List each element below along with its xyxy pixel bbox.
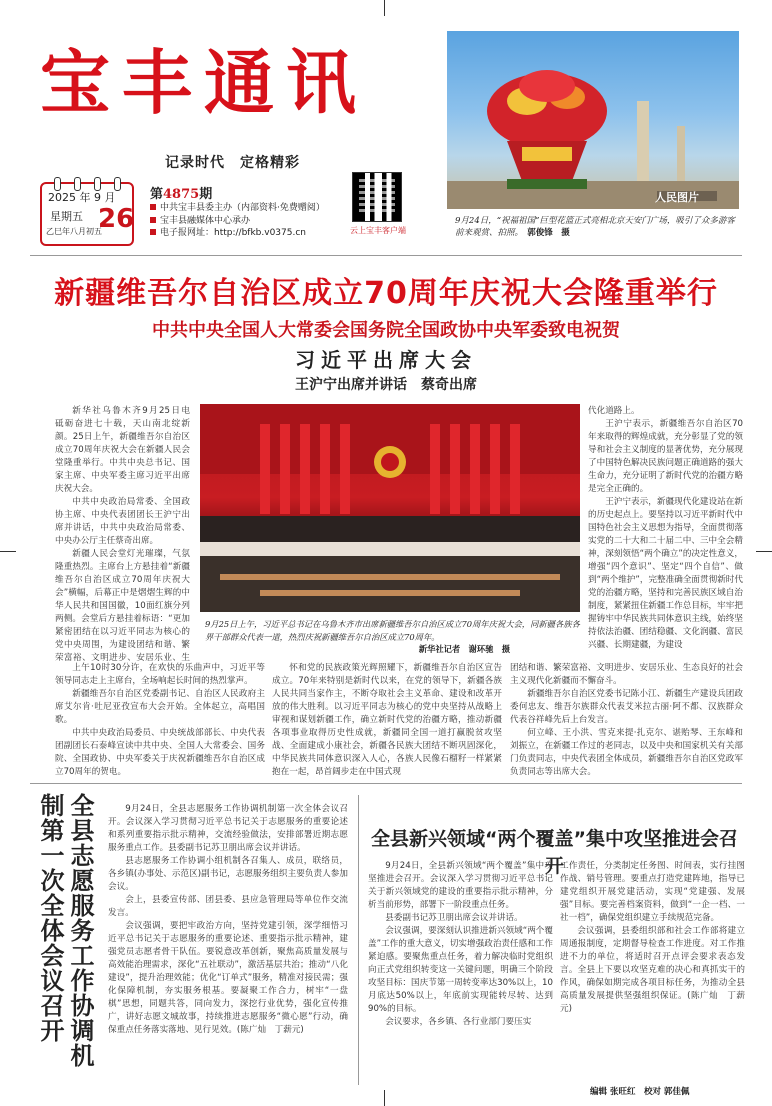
calendar-year-month: 2025 年 9 月 bbox=[48, 191, 116, 204]
qr-caption: 云上宝丰客户端 bbox=[350, 226, 406, 235]
publisher-line: 中共宝丰县委主办（内部资料·免费赠阅） bbox=[150, 202, 325, 215]
lead-column-4: 团结和谐、繁荣富裕、文明进步、安居乐业、生态良好的社会主义现代化新疆而不懈奋斗。 新疆维吾尔自治区党委书记陈小江、新疆生产建设兵团政委何忠友、维吾尔族群众代表艾米拉古丽·阿不都、汉族群众代表谷祥峰先后上台发言。 何立峰、王小洪、雪克来提·扎克尔、谌贻琴、王东峰和刘振立，在新疆工作过的老同志，以及中央和国家机关有关部门负责同志，中央代表团全体成员，新疆维吾尔自治区党政军负责同志等出席大会。 bbox=[510, 663, 743, 777]
divider bbox=[30, 255, 742, 256]
story3-column-2: 工作责任，分类制定任务图、时间表，实行挂图作战、销号管理。要重点打造党建阵地，指导已建党组织开展党建活动，实现“党建强、发展强”目标。要完善档案资料，做到“一企一档、一社一档”，确保党组织建立手续规范完备。 会议强调，县委组织部和社会工作部将建立周通报制度，定期督导检查工作进度。对工作推进不力的单位，将适时召开点评会要求表态发言。全县上下要以攻坚克难的决心和真抓实干的作风，确保如期完成各项目标任务，为推动全县高质量发展提供坚强组织保证。(陈广灿 丁薪元) bbox=[560, 861, 745, 1014]
lead-column-2: 怀和党的民族政策光辉照耀下，新疆维吾尔自治区宣告成立。70年来特别是新时代以来，在党的领导下，新疆各族人民共同当家作主，不断夺取社会主义革命、建设和改革开放的伟大胜利。以习近平同志为核心的党中央坚持从战略上审视和谋划新疆工作，确立新时代党的治疆方略，推动新疆各项事业取得历史性成就，新疆同全国一道打赢脱贫攻坚战、全面建成小康社会，新疆各民族大团结不断巩固深化，中华民族共同体意识深入人心，各族人民像石榴籽一样紧紧抱在一起，昂首阔步走在中国式现 bbox=[272, 663, 502, 777]
lead-subhead-3: 王沪宁出席并讲话 蔡奇出席 bbox=[295, 377, 477, 393]
issue-number: 第4875期 bbox=[150, 187, 213, 202]
date-calendar bbox=[40, 182, 134, 246]
story2-title: 全县志愿服务工作协调机制第一次全体会议召开 bbox=[36, 793, 95, 1068]
publisher-info bbox=[150, 202, 325, 240]
story3-column-1: 9月24日，全县新兴领域“两个覆盖”集中攻坚推进会召开。会议深入学习贯彻习近平总书记关于新兴领域党的建设的重要指示批示精神，分析当前形势，部署下一阶段重点任务。 县委副书记苏卫朋出席会议并讲话。 会议强调，要深刻认识推进新兴领域“两个覆盖”工作的重大意义，切实增强政治责任感和工作紧迫感。要聚焦重点任务，着力解决临时党组织向正式党组织转变这一关键问题，明确三个阶段攻坚目标：国庆节第一周转变率达30%以上，10月底达50%以上，年底前实现能转尽转、达到90%的目标。 会议要求，各乡镇、各行业部门要压实 bbox=[368, 861, 553, 1027]
column-divider bbox=[358, 795, 359, 1085]
calendar-weekday: 星期五 bbox=[50, 210, 83, 223]
lead-subhead-2: 习近平出席大会 bbox=[295, 348, 477, 372]
lead-column-3: 代化道路上。 王沪宁表示，新疆维吾尔自治区70年来取得的辉煌成就，充分彰显了党的领导和社会主义制度的显著优势，充分展现了中国特色解决民族问题正确道路的强大生命力，充分证明了新时代党的治疆方略是完全正确的。 王沪宁表示，新疆现代化建设站在新的历史起点上。要坚持以习近平新时代中国特色社会主义思想为指导，全面贯彻落实党的二十大和二十届二中、三中全会精神，深刻领悟“两个确立”的决定性意义，增强“四个意识”、坚定“四个自信”、做到“两个维护”，完整准确全面贯彻新时代党的治疆方略，坚持和完善民族区域自治制度，紧紧扭住新疆工作总目标，牢牢把握铸牢中华民族共同体意识主线，始终坚持依法治疆、团结稳疆、文化润疆、富民兴疆、长期建疆，为建设 bbox=[588, 406, 743, 650]
editors-line: 编辑 张旺红 校对 郭佳佩 bbox=[590, 1087, 690, 1097]
lead-photo-caption: 9月25日上午，习近平总书记在乌鲁木齐市出席新疆维吾尔自治区成立70周年庆祝大会，同新疆各族各界干部群众代表一道，热烈庆祝新疆维吾尔自治区成立70周年。 新华社记者 谢环驰 摄 bbox=[205, 619, 580, 654]
top-photo-caption: 9月24日，“祝福祖国”巨型花篮正式亮相北京天安门广场，吸引了众多游客前来观赏、拍照。 郭俊锋 摄 bbox=[455, 216, 735, 238]
calendar-lunar: 乙巳年八月初五 bbox=[46, 227, 102, 236]
calendar-day: 26 bbox=[98, 204, 135, 234]
story3-title: 全县新兴领域“两个覆盖”集中攻坚推进会召开 bbox=[371, 828, 738, 877]
lead-subhead: 中共中央全国人大常委会国务院全国政协中央军委致电祝贺 bbox=[152, 320, 620, 341]
flower-basket-photo bbox=[447, 31, 739, 209]
story2-body: 9月24日，全县志愿服务工作协调机制第一次全体会议召开。会议深入学习贯彻习近平总书记关于志愿服务的重要论述和系列重要指示批示精神，交流经验做法，安排部署近期志愿服务重点工作。县委副书记苏卫朋出席会议并讲话。 县志愿服务工作协调小组机制各召集人、成员，联络员，各乡镇(办事处、示范区)副书记，志愿服务组织主要负责人参加会议。 会上，县委宣传部、团县委、县应急管理局等单位作交流发言。 会议强调，要把牢政治方向，坚持党建引领，深学细悟习近平总书记关于志愿服务的重要论述、重要指示批示精神，建强党员志愿者骨干队伍。要锐意改革创新，聚焦高质量发展与高效能治理需求，深化“五社联动”，激活基层共治；推动“八化建设”，提升治理效能；优化“订单式”服务，精准对接民需；强化保障机制，夯实服务根基。要凝聚工作合力，树牢“一盘棋”思想，同题共答，同向发力，深挖行业优势，强化宣传推广，讲好志愿文城故事，持续推进志愿服务“微心愿”行动，确保重点任务落实落地、见行见效。(陈广灿 丁薪元) bbox=[108, 804, 348, 1035]
lead-column-1b: 上午10时30分许，在欢快的乐曲声中，习近平等领导同志走上主席台，全场响起长时间的热烈掌声。 新疆维吾尔自治区党委副书记、自治区人民政府主席艾尔肯·吐尼亚孜宣布大会开始。全体起立，高唱国歌。 中共中央政治局委员、中央统战部部长、中央代表团副团长石泰峰宣读中共中央、全国人大常委会、国务院、全国政协、中央军委关于庆祝新疆维吾尔自治区成立70周年的贺电。 bbox=[55, 663, 265, 777]
celebration-assembly-photo bbox=[200, 404, 580, 612]
divider bbox=[30, 783, 742, 784]
publisher-line: 宝丰县融媒体中心承办 bbox=[150, 215, 325, 228]
photo-watermark: 人民图片 bbox=[655, 191, 699, 204]
lead-headline: 新疆维吾尔自治区成立70周年庆祝大会隆重举行 bbox=[54, 276, 718, 311]
qr-code[interactable] bbox=[352, 172, 402, 222]
masthead-title: 宝丰通讯 bbox=[40, 41, 368, 124]
masthead-slogan: 记录时代 定格精彩 bbox=[165, 155, 300, 171]
lead-column-1: 新华社乌鲁木齐9月25日电 砥砺奋进七十载，天山南北绽新颜。25日上午，新疆维吾尔自治区成立70周年庆祝大会在新疆人民会堂隆重举行。中共中央总书记、国家主席、中央军委主席习近平出席庆祝大会。 中共中央政治局常委、全国政协主席、中央代表团团长王沪宁出席并讲话，中共中央政治局常委、中央办公厅主任蔡奇出席。 新疆人民会堂灯光璀璨，气氛隆重热烈。主席台上方悬挂着“新疆维吾尔自治区成立70周年庆祝大会”横幅，后幕正中是熠熠生辉的中华人民共和国国徽，10面红旗分列两侧。会堂后方悬挂着标语：“更加紧密团结在以习近平同志为核心的党中央周围，为建设团结和谐、繁荣富裕、文明进步、安居乐业、生 bbox=[55, 406, 190, 662]
publisher-line: 电子报网址：http://bfkb.v0375.cn bbox=[150, 227, 325, 240]
